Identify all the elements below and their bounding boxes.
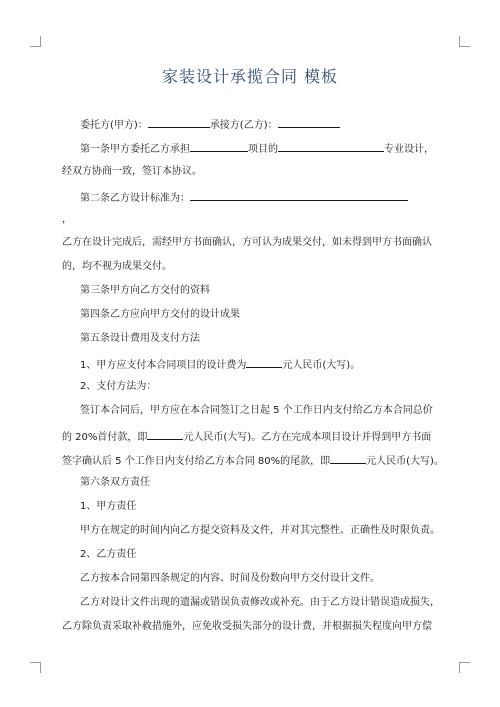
client-blank [148, 116, 210, 128]
clause-2-cont-2: 的，均不视为成果交付。 [62, 261, 172, 272]
down-payment-blank [147, 428, 183, 440]
clause-1-text-a: 第一条甲方委托乙方承担 [80, 144, 190, 155]
document-title: 家装设计承揽合同 模板 [161, 67, 339, 86]
party-b-duty-text-3: 乙方除负责采取补救措施外，应免收受损失部分的设计费，并根据损失程度向甲方偿 [62, 621, 432, 632]
clause-2-blank [190, 189, 408, 201]
design-fee-text: 1、甲方应支付本合同项目的设计费为 [80, 360, 247, 371]
clause-2-text: 第二条乙方设计标准为： [80, 193, 190, 204]
crop-mark-top-left [30, 36, 41, 47]
clause-2-cont-1: 乙方在设计完成后，需经甲方书面确认，方可认为成果交付，如未得到甲方书面确认 [62, 237, 432, 248]
final-payment-unit: 元人民币(大写)。 [366, 456, 444, 467]
down-payment-cont: 元人民币(大写)。乙方在完成本项目设计并得到甲方书面 [183, 432, 432, 443]
clause-1-cont: 经双方协商一致，签订本协议。 [62, 166, 202, 177]
final-payment-blank [330, 452, 366, 464]
clause-1-blank-2 [278, 140, 384, 152]
down-payment-text: 的 20%首付款，即 [62, 432, 148, 443]
party-a-duty-text: 甲方在规定的时间内向乙方提交资料及文件，并对其完整性、正确性及时限负责。 [80, 525, 440, 536]
clause-2-comma: ， [62, 214, 72, 225]
design-fee-blank [246, 356, 282, 368]
clause-4-heading: 第四条乙方应向甲方交付的设计成果 [80, 309, 240, 320]
crop-mark-top-right [459, 36, 470, 47]
clause-1-blank-1 [190, 140, 248, 152]
party-b-duty-text-2: 乙方对设计文件出现的遗漏或错误负责修改或补充。由于乙方设计错误造成损失， [80, 597, 440, 608]
design-fee-unit: 元人民币(大写)。 [282, 360, 361, 371]
contractor-label: 承接方(乙方)： [209, 120, 278, 131]
clause-1-line [80, 140, 434, 157]
clause-5-heading: 第五条设计费用及支付方法 [80, 333, 200, 344]
payment-method-heading: 2、支付方法为： [80, 381, 157, 392]
payment-line-3 [62, 452, 444, 469]
final-payment-text: 签字确认后 5 个工作日内支付给乙方本合同 80%的尾款，即 [62, 456, 331, 467]
contractor-blank [278, 116, 340, 128]
clause-6-heading: 第六条双方责任 [80, 477, 150, 488]
party-b-duty-text-1: 乙方按本合同第四条规定的内容、时间及份数向甲方交付设计文件。 [80, 573, 380, 584]
crop-mark-bottom-right [459, 662, 470, 673]
party-a-duty-heading: 1、甲方责任 [80, 501, 137, 512]
clause-2-line [80, 189, 408, 206]
crop-mark-bottom-left [30, 662, 41, 673]
client-label: 委托方(甲方)： [80, 120, 148, 131]
clause-3-heading: 第三条甲方向乙方交付的资料 [80, 285, 210, 296]
clause-1-text-b: 项目的 [248, 144, 278, 155]
payment-line-1: 签订本合同后，甲方应在本合同签订之日起 5 个工作日内支付给乙方本合同总价 [80, 405, 433, 416]
party-b-duty-heading: 2、乙方责任 [80, 549, 137, 560]
payment-line-2 [62, 428, 431, 445]
design-fee-line [80, 356, 360, 373]
parties-line [80, 116, 340, 133]
clause-1-text-c: 专业设计， [384, 144, 434, 155]
